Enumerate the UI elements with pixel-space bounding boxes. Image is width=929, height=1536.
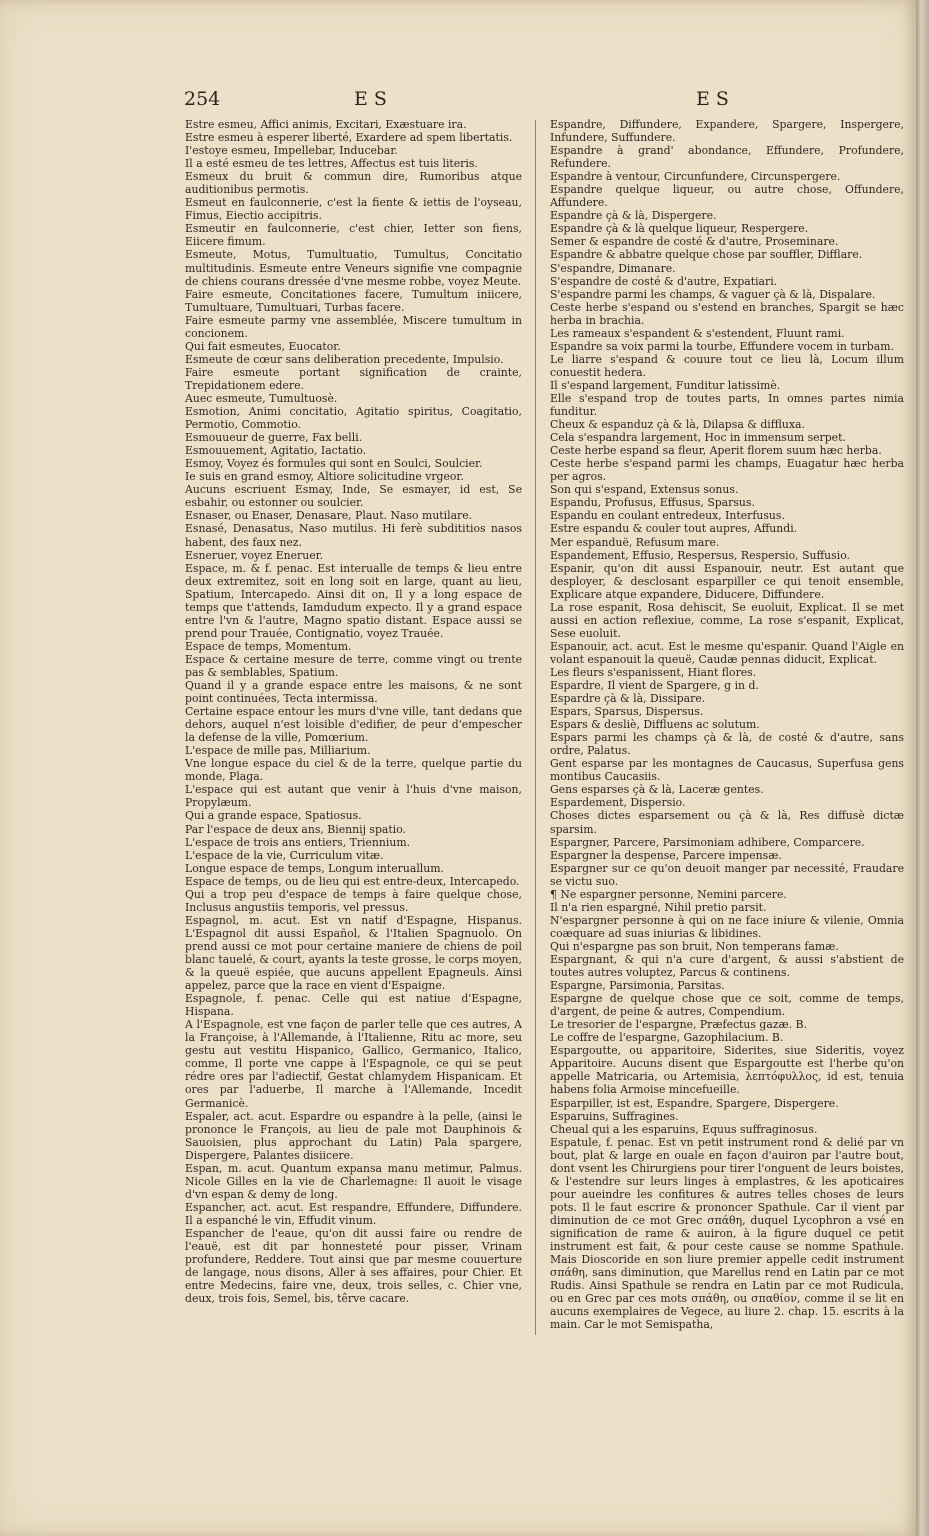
dictionary-entry: Faire esmeute portant signification de crainte, Trepidationem edere. [185,365,522,392]
dictionary-entry: Espace & certaine mesure de terre, comme vingt ou trente pas & semblables, Spatium. [185,652,522,679]
dictionary-entry: Esmeux du bruit & commun dire, Rumoribus atque auditionibus permotis. [185,170,522,197]
dictionary-entry: Il n'a rien espargné, Nihil pretio parsit. [550,900,767,914]
page-edge [916,0,929,1536]
dictionary-entry: Espargner, Parcere, Parsimoniam adhibere, Comparcere. [550,835,865,849]
dictionary-entry: Elle s'espand trop de toutes parts, In omnes partes nimia funditur. [550,391,904,419]
dictionary-entry: Espandement, Effusio, Respersus, Respersio, Suffusio. [550,548,850,562]
dictionary-entry: ¶ Ne espargner personne, Nemini parcere. [550,887,787,901]
dictionary-entry: Espardement, Dispersio. [550,796,686,810]
dictionary-entry: Quand il y a grande espace entre les maisons, & ne sont point continuées, Tecta intermissa. [185,679,522,706]
dictionary-entry: Qui n'espargne pas son bruit, Non temperans famæ. [550,939,839,953]
dictionary-entry: L'espace de trois ans entiers, Triennium. [185,835,411,849]
dictionary-entry: Espargner sur ce qu'on deuoit manger par necessité, Fraudare se victu suo. [550,861,904,888]
dictionary-entry: Esmeut en faulconnerie, c'est la fiente & iettis de l'oyseau, Fimus, Eiectio accipitris. [185,196,522,223]
dictionary-entry: Il s'espand largement, Funditur latissimè. [550,378,781,392]
dictionary-entry: Espargne, Parsimonia, Parsitas. [550,979,725,993]
dictionary-entry: Par l'espace de deux ans, Biennij spatio. [185,822,406,836]
dictionary-entry: Faire esmeute parmy vne assemblée, Miscere tumultum in concionem. [185,313,522,340]
dictionary-entry: Espandu en coulant entredeux, Interfusus. [550,509,785,523]
left-column [185,118,522,1305]
dictionary-entry: Esmouuement, Agitatio, Iactatio. [185,444,367,458]
dictionary-entry: La rose espanit, Rosa dehiscit, Se euoluit, Explicat. Il se met aussi en action reflexiue, comme, La rose s'espanit, Explicat, Sese euoluit. [550,600,904,640]
dictionary-entry: Espancher, act. acut. Est respandre, Effundere, Diffundere. Il a espanché le vin, Effudit vinum. [185,1200,522,1227]
dictionary-entry: S'espandre, Dimanare. [550,261,676,275]
dictionary-entry: Ie suis en grand esmoy, Altiore solicitudine vrgeor. [185,470,464,484]
dictionary-entry: Espars & desliè, Diffluens ac solutum. [550,718,760,732]
dictionary-entry: L'espace de la vie, Curriculum vitæ. [185,848,384,862]
dictionary-entry: Espars, Sparsus, Dispersus. [550,705,704,719]
dictionary-entry: Ceste herbe espand sa fleur, Aperit florem suum hæc herba. [550,444,882,458]
dictionary-entry: Espanir, qu'on dit aussi Espanouir, neutr. Est autant que desployer, & desclosant esparpiller ce qui tenoit ensemble, Explicare atque expandere, Diducere, Diffundere. [550,561,904,601]
dictionary-entry: Ceste herbe s'espand ou s'estend en branches, Spargit se hæc herba in brachia. [550,300,904,327]
dictionary-entry: Vne longue espace du ciel & de la terre, quelque partie du monde, Plaga. [185,757,522,784]
page-header [0,88,916,116]
dictionary-entry: Espanouir, act. acut. Est le mesme qu'espanir. Quand l'Aigle en volant espanouit la queuë, Caudæ pennas diducit, Explicat. [550,639,904,666]
right-column [550,118,904,1331]
dictionary-entry: Le liarre s'espand & couure tout ce lieu là, Locum illum conuestit hedera. [550,352,904,379]
dictionary-entry: Qui a grande espace, Spatiosus. [185,809,362,823]
running-head-left: ES [354,88,393,110]
dictionary-entry: A l'Espagnole, est vne façon de parler telle que ces autres, A la Françoise, à l'Allemande, à l'Italienne, Ritu ac more, seu gestu aut vestitu Hispanico, Gallico, Germanico, Italico, comme, Il porte vne cappe à l'Espagnole, ce qui se peut rédre ores par l'adiectif, Gestat chlamydem Hispanicam. Et ores par l'aduerbe, Il marche à l'Allemande, Incedit Germanicè. [185,1018,522,1110]
dictionary-entry: Son qui s'espand, Extensus sonus. [550,483,739,497]
running-head-right: ES [696,88,735,110]
dictionary-entry: Auec esmeute, Tumultuosè. [185,391,338,405]
dictionary-entry: Cela s'espandra largement, Hoc in immensum serpet. [550,431,846,445]
dictionary-entry: Espargoutte, ou apparitoire, Siderites, siue Sideritis, voyez Apparitoire. Aucuns disent que Espargoutte est l'herbe qu'on appelle Matricaria, ou Artemisia, λεπτόφυλλος, id est, tenuia habens folia Armoise mincefueille. [550,1044,904,1097]
dictionary-entry: Espandre çà & là quelque liqueur, Respergere. [550,222,809,236]
dictionary-entry: Espandre sa voix parmi la tourbe, Effundere vocem in turbam. [550,339,894,353]
dictionary-entry: Espargnant, & qui n'a cure d'argent, & aussi s'abstient de toutes autres voluptez, Parcus & continens. [550,953,904,980]
dictionary-entry: Espagnol, m. acut. Est vn natif d'Espagne, Hispanus. L'Espagnol dit aussi Español, & l'Italien Spagnuolo. On prend aussi ce mot pour certaine maniere de chiens de poil blanc tauelé, & court, ayants la teste grosse, le corps moyen, & la queuë espiée, que aucuns appellent Epagneuls. Ainsi appelez, parce que la race en vient d'Espaigne. [185,913,522,993]
dictionary-entry: Esparpiller, ist est, Espandre, Spargere, Dispergere. [550,1096,839,1110]
dictionary-entry: Faire esmeute, Concitationes facere, Tumultum iniicere, Tumultuare, Tumultuari, Turbas facere. [185,287,522,314]
dictionary-entry: L'espace qui est autant que venir à l'huis d'vne maison, Propylæum. [185,783,522,810]
dictionary-entry: Esnaser, ou Enaser, Denasare, Plaut. Naso mutilare. [185,509,473,523]
dictionary-entry: Espaler, act. acut. Espardre ou espandre à la pelle, (ainsi le prononce le François, au lieu de pale mot Dauphinois & Sauoisien, plus approchant du Latin) Pala spargere, Dispergere, Palantes disiicere. [185,1109,522,1162]
dictionary-entry: Espardre çà & là, Dissipare. [550,692,706,706]
dictionary-entry: Espagnole, f. penac. Celle qui est natiue d'Espagne, Hispana. [185,992,522,1019]
dictionary-entry: Les rameaux s'espandent & s'estendent, Fluunt rami. [550,326,845,340]
dictionary-entry: Esmeute, Motus, Tumultuatio, Tumultus, Concitatio multitudinis. Esmeute entre Veneurs signifie vne compagnie de chiens courans dressée d'vne mesme robbe, voyez Meute. [185,248,522,288]
dictionary-entry: Espars parmi les champs çà & là, de costé & d'autre, sans ordre, Palatus. [550,731,904,758]
dictionary-entry: Estre espandu & couler tout aupres, Affundi. [550,522,798,536]
dictionary-entry: S'espandre de costé & d'autre, Expatiari. [550,274,778,288]
dictionary-entry: Qui a trop peu d'espace de temps à faire quelque chose, Inclusus angustiis temporis, vel pressus. [185,887,522,914]
dictionary-entry: Espan, m. acut. Quantum expansa manu metimur, Palmus. Nicole Gilles en la vie de Charlemagne: Il auoit le visage d'vn espan & demy de long. [185,1161,522,1201]
dictionary-entry: Espandre çà & là, Dispergere. [550,209,717,223]
dictionary-entry: Estre esmeu, Affici animis, Excitari, Exæstuare ira. [185,118,467,131]
dictionary-entry: Certaine espace entour les murs d'vne ville, tant dedans que dehors, auquel n'est loisible d'edifier, de peur d'empescher la defense de la ville, Pomœrium. [185,705,522,745]
dictionary-entry: Espace de temps, ou de lieu qui est entre-deux, Intercapedo. [185,874,520,888]
dictionary-entry: Gent esparse par les montagnes de Caucasus, Superfusa gens montibus Caucasiis. [550,757,904,784]
dictionary-entry: Esmeute de cœur sans deliberation precedente, Impulsio. [185,352,504,366]
dictionary-entry: Le coffre de l'espargne, Gazophilacium. B. [550,1031,784,1045]
dictionary-entry: Espace de temps, Momentum. [185,639,352,653]
dictionary-entry: Esmouueur de guerre, Fax belli. [185,431,363,445]
dictionary-entry: Espandu, Profusus, Effusus, Sparsus. [550,496,755,510]
dictionary-entry: Espatule, f. penac. Est vn petit instrument rond & delié par vn bout, plat & large en ouale en façon d'auiron par l'autre bout, dont vsent les Chirurgiens pour tirer l'onguent de leurs boistes, & l'estendre sur leurs linges à emplastres, & les apoticaires pour aueindre les confitures & autres telles choses de leurs pots. Il le faut escrire & prononcer Spathule. Car il vient par diminution de ce mot Grec σπάθη, duquel Lycophron a vsé en signification de rame & auiron, à la figure duquel ce petit instrument est fait, & pour ceste cause se nomme Spathule. Mais Dioscoride en son liure premier appelle cedit instrument σπάθη, sans diminution, que Marellus rend en Latin par ce mot Rudis. Ainsi Spathule se rendra en Latin par ce mot Rudicula, ou en Grec par ces mots σπάθη, ou σπαθίον, comme il se lit en aucuns exemplaires de Vegece, au liure 2. chap. 15. escrits à la main. Car le mot Semispatha, [550,1135,904,1332]
dictionary-entry: Mer espanduë, Refusum mare. [550,535,720,549]
dictionary-entry: Esnasé, Denasatus, Naso mutilus. Hi ferè subdititios nasos habent, des faux nez. [185,522,522,549]
dictionary-entry: Aucuns escriuent Esmay, Inde, Se esmayer, id est, Se esbahir, ou estonner ou soulcier. [185,483,522,510]
dictionary-entry: Espandre & abbatre quelque chose par souffler, Difflare. [550,248,863,262]
dictionary-entry: Espargne de quelque chose que ce soit, comme de temps, d'argent, de peine & autres, Compendium. [550,992,904,1019]
dictionary-entry: Gens esparses çà & là, Laceræ gentes. [550,783,764,797]
dictionary-entry: Esmeutir en faulconnerie, c'est chier, Ietter son fiens, Eiicere fimum. [185,222,522,249]
dictionary-entry: S'espandre parmi les champs, & vaguer çà & là, Dispalare. [550,287,876,301]
dictionary-entry: Esmotion, Animi concitatio, Agitatio spiritus, Coagitatio, Permotio, Commotio. [185,405,522,432]
dictionary-entry: Le tresorier de l'espargne, Præfectus gazæ. B. [550,1018,808,1032]
dictionary-entry: Esparuins, Suffragines. [550,1109,679,1123]
dictionary-entry: Espargner la despense, Parcere impensæ. [550,848,782,862]
dictionary-entry: Il a esté esmeu de tes lettres, Affectus est tuis literis. [185,157,478,171]
dictionary-entry: Semer & espandre de costé & d'autre, Proseminare. [550,235,839,249]
dictionary-entry: Longue espace de temps, Longum interuallum. [185,861,444,875]
dictionary-entry: Choses dictes esparsement ou çà & là, Res diffusè dictæ sparsim. [550,809,904,836]
dictionary-entry: Espancher de l'eaue, qu'on dit aussi faire ou rendre de l'eauë, est dit par honnesteté pour pisser, Vrinam profundere, Reddere. Tout ainsi que par mesme couuerture de langage, nous disons, Aller à ses affaires, pour Chier. Et entre Medecins, faire vne, deux, trois selles, c. Chier vne, deux, trois fois, Semel, bis, têrve cacare. [185,1226,522,1306]
dictionary-entry: Espandre, Diffundere, Expandere, Spargere, Inspergere, Infundere, Suffundere. [550,118,904,145]
dictionary-entry: Estre esmeu à esperer liberté, Exardere ad spem libertatis. [185,131,513,145]
column-rule [535,120,536,1335]
dictionary-entry: L'espace de mille pas, Milliarium. [185,744,371,758]
dictionary-entry: Esneruer, voyez Eneruer. [185,548,324,562]
dictionary-entry: I'estoye esmeu, Impellebar, Inducebar. [185,144,398,158]
dictionary-entry: Espandre quelque liqueur, ou autre chose, Offundere, Affundere. [550,183,904,210]
dictionary-entry: Cheual qui a les esparuins, Equus suffraginosus. [550,1122,818,1136]
dictionary-entry: Ceste herbe s'espand parmi les champs, Euagatur hæc herba per agros. [550,457,904,484]
dictionary-entry: Espandre à grand' abondance, Effundere, Profundere, Refundere. [550,144,904,171]
dictionary-entry: Espandre à ventour, Circunfundere, Circunspergere. [550,170,841,184]
page-number: 254 [184,88,221,110]
dictionary-entry: Espardre, Il vient de Spargere, g in d. [550,679,759,693]
dictionary-entry: Cheux & espanduz çà & là, Dilapsa & diffluxa. [550,418,805,432]
dictionary-entry: Esmoy, Voyez és formules qui sont en Soulci, Soulcier. [185,457,483,471]
dictionary-entry: Qui fait esmeutes, Euocator. [185,339,341,353]
dictionary-entry: Espace, m. & f. penac. Est interualle de temps & lieu entre deux extremitez, soit en long soit en large, quant au lieu, Spatium, Intercapedo. Ainsi dit on, Il y a long espace de temps que t'attends, Iamdudum expecto. Il y a grand espace entre l'vn & l'autre, Magno spatio distant. Espace aussi se prend pour Trauée, Contignatio, voyez Trauée. [185,561,522,640]
dictionary-entry: N'espargner personne à qui on ne face iniure & vilenie, Omnia coæquare ad suas iniurias & libidines. [550,913,904,940]
dictionary-entry: Les fleurs s'espanissent, Hiant flores. [550,665,757,679]
